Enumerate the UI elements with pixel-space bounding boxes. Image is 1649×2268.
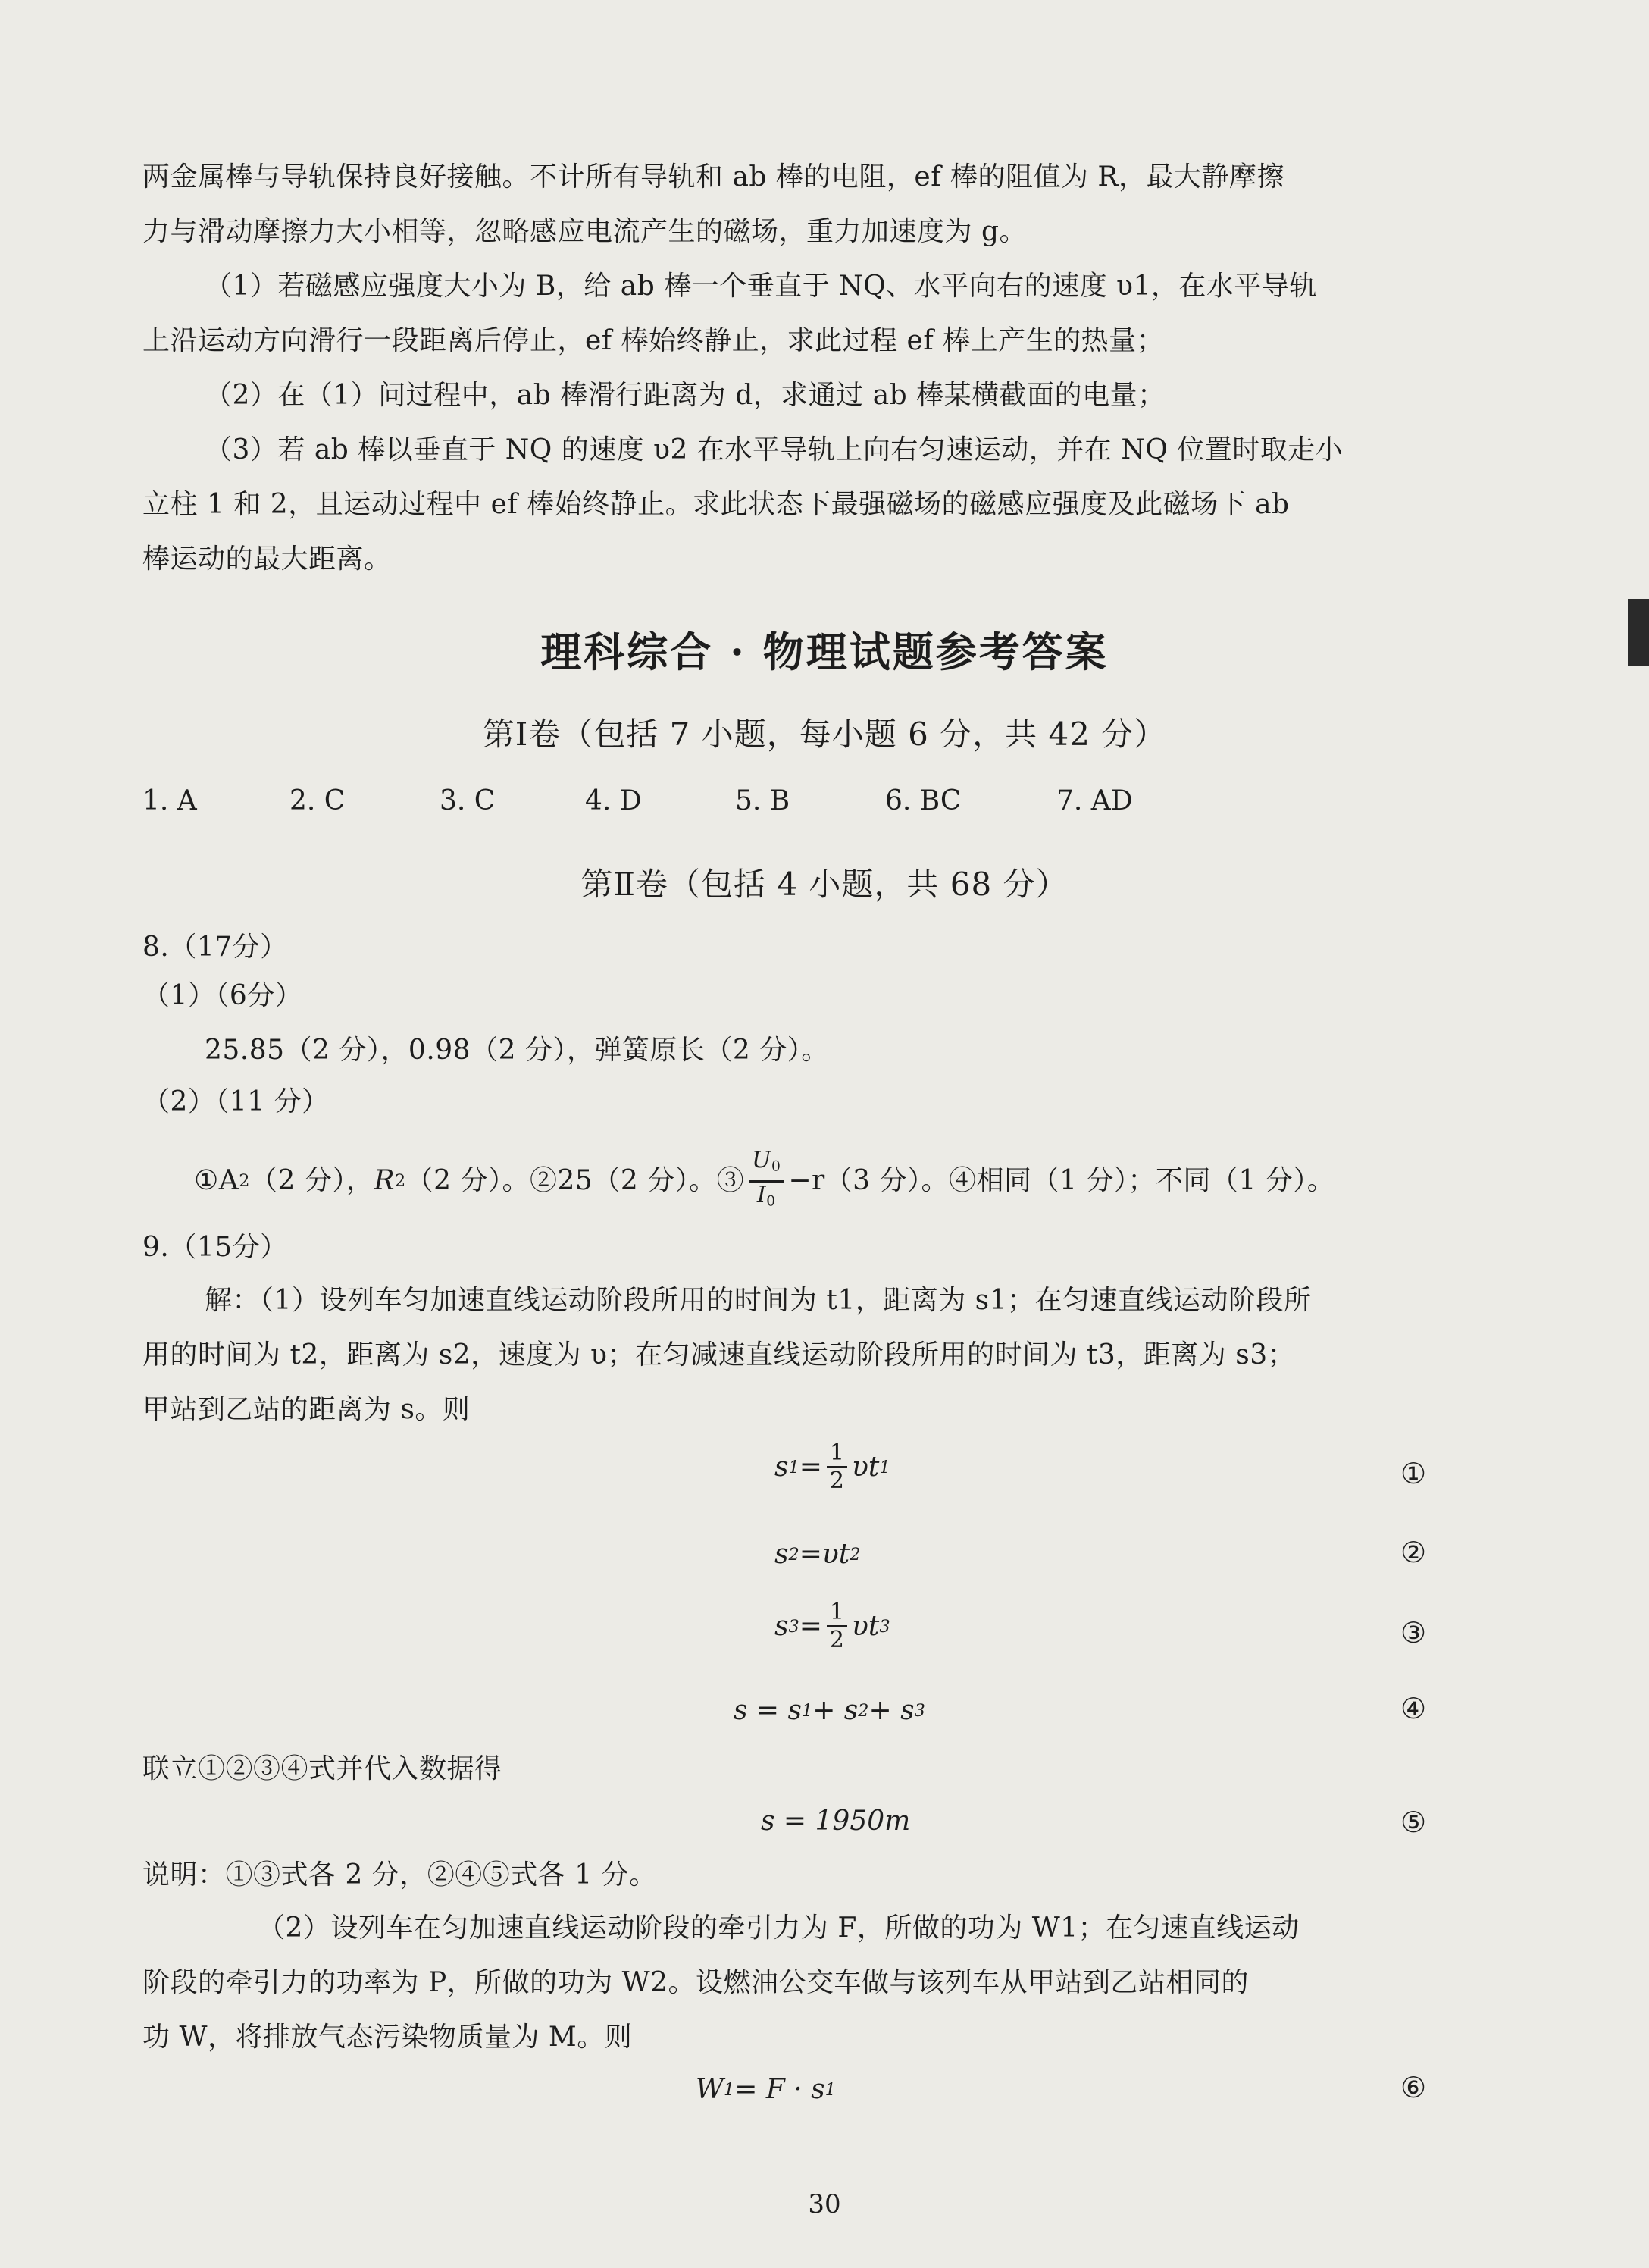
section2-heading: 第Ⅱ卷（包括 4 小题，共 68 分）	[580, 866, 1069, 903]
equation-6	[696, 2074, 836, 2105]
equation-number: ⑥	[1400, 2071, 1427, 2104]
eq-rhs: υt	[821, 1539, 850, 1570]
fraction-half	[827, 1440, 847, 1494]
q8-part1-header: （1）（6分）	[142, 980, 303, 1011]
answer-item: 2. C	[289, 785, 346, 816]
problem-line: （3）若 ab 棒以垂直于 NQ 的速度 υ2 在水平导轨上向右匀速运动，并在 NQ 位置时取走小	[205, 434, 1344, 465]
q9-part2-line: 阶段的牵引力的功率为 P，所做的功为 W2。设燃油公交车做与该列车从甲站到乙站相同的	[142, 1967, 1250, 1998]
eq-sub: 2	[850, 1544, 861, 1565]
equation-1	[774, 1440, 890, 1494]
q9-solution-line: 用的时间为 t2，距离为 s2，速度为 υ；在匀减速直线运动阶段所用的时间为 t3，距离为 s3；	[142, 1339, 1296, 1371]
q8-frac-den: I	[756, 1181, 767, 1208]
answer-item: 4. D	[585, 785, 642, 816]
frac-den: 2	[829, 1627, 844, 1653]
q9-header: 9.（15分）	[142, 1232, 288, 1263]
eq-lhs: W	[696, 2074, 724, 2105]
eq-sign: =	[799, 1539, 822, 1570]
q9-part2-line: 功 W，将排放气态污染物质量为 M。则	[142, 2022, 633, 2053]
q8-part2-line	[194, 1148, 1335, 1214]
q8-sub: 2	[239, 1171, 250, 1192]
answer-item: 7. AD	[1056, 785, 1133, 816]
answer-title: 理科综合 · 物理试题参考答案	[540, 628, 1109, 676]
eq-sub: 1	[788, 1457, 799, 1477]
q8-part1-text: 25.85（2 分），0.98（2 分），弹簧原长（2 分）。	[205, 1035, 829, 1066]
equation-number: ①	[1400, 1457, 1427, 1490]
problem-line: 棒运动的最大距离。	[142, 544, 392, 575]
problem-line: 力与滑动摩擦力大小相等，忽略感应电流产生的磁场，重力加速度为 g。	[142, 216, 1027, 247]
problem-line: （1）若磁感应强度大小为 B，给 ab 棒一个垂直于 NQ、水平向右的速度 υ1，在水平导轨	[205, 271, 1317, 302]
equation-number: ④	[1400, 1692, 1427, 1725]
eq-sign: =	[799, 1611, 822, 1642]
q8-text: R	[374, 1165, 395, 1197]
q8-text: ①A	[194, 1165, 239, 1197]
eq-sub: 2	[858, 1700, 869, 1721]
page-number: 30	[808, 2189, 841, 2219]
eq-sub: 3	[788, 1616, 799, 1637]
problem-line: （2）在（1）问过程中，ab 棒滑行距离为 d，求通过 ab 棒某横截面的电量；	[205, 380, 1166, 411]
q8-text: （2 分）。②25（2 分）。③	[405, 1165, 745, 1197]
equation-3	[774, 1599, 890, 1653]
frac-num: 1	[829, 1599, 844, 1625]
eq-sub: 2	[788, 1544, 799, 1565]
answer-item: 3. C	[440, 785, 496, 816]
equation-5	[761, 1806, 910, 1837]
eq-sub: 1	[724, 2079, 735, 2100]
eq-sub: 3	[879, 1616, 890, 1637]
eq-sub: 3	[914, 1700, 925, 1721]
eq-text: + s	[812, 1695, 859, 1726]
eq-text: + s	[868, 1695, 915, 1726]
eq-text: = F · s	[734, 2074, 825, 2105]
q8-header: 8.（17分）	[142, 932, 288, 963]
eq-text: s = 1950m	[761, 1806, 911, 1837]
q9-solution-line: 甲站到乙站的距离为 s。则	[142, 1394, 471, 1425]
eq-lhs: s	[774, 1611, 789, 1642]
q9-solution-line: 解：（1）设列车匀加速直线运动阶段所用的时间为 t1，距离为 s1；在匀速直线运动阶段所	[205, 1285, 1312, 1316]
answer-item: 1. A	[142, 785, 197, 816]
q8-sub: 0	[771, 1158, 781, 1175]
eq-sub: 1	[802, 1700, 813, 1721]
problem-line: 立柱 1 和 2，且运动过程中 ef 棒始终静止。求此状态下最强磁场的磁感应强度及此磁场下 ab	[142, 489, 1290, 520]
equation-number: ③	[1400, 1616, 1427, 1649]
q8-part2-header: （2）（11 分）	[142, 1086, 330, 1117]
eq-lhs: s	[774, 1452, 789, 1483]
frac-num: 1	[829, 1439, 844, 1466]
q8-sub: 2	[394, 1171, 406, 1192]
eq-sub: 1	[879, 1457, 890, 1477]
eq-text: s = s	[734, 1695, 802, 1726]
equation-number: ②	[1400, 1536, 1427, 1569]
q9-part2-line: （2）设列车在匀加速直线运动阶段的牵引力为 F，所做的功为 W1；在匀速直线运动	[258, 1912, 1300, 1944]
answer-item: 5. B	[735, 785, 790, 816]
section1-heading: 第Ⅰ卷（包括 7 小题，每小题 6 分，共 42 分）	[482, 716, 1167, 753]
q8-sub: 0	[766, 1193, 776, 1210]
fraction-u0-over-i0	[749, 1148, 784, 1214]
equation-2	[774, 1539, 860, 1570]
eq-rhs: υt	[851, 1452, 880, 1483]
answer-item: 6. BC	[885, 785, 962, 816]
eq-sub: 1	[824, 2079, 836, 2100]
fraction-half	[827, 1599, 847, 1653]
q8-frac-num: U	[752, 1147, 771, 1173]
frac-den: 2	[829, 1468, 844, 1494]
problem-line: 上沿运动方向滑行一段距离后停止，ef 棒始终静止，求此过程 ef 棒上产生的热量；	[142, 325, 1165, 356]
margin-tab-marker	[1628, 599, 1649, 666]
problem-line: 两金属棒与导轨保持良好接触。不计所有导轨和 ab 棒的电阻，ef 棒的阻值为 R，最大静摩擦	[142, 161, 1285, 193]
q8-text: （2 分），	[249, 1165, 374, 1197]
equation-number: ⑤	[1400, 1806, 1427, 1839]
eq-lhs: s	[774, 1539, 789, 1570]
eq-sign: =	[799, 1452, 822, 1483]
q9-note: 说明：①③式各 2 分，②④⑤式各 1 分。	[142, 1859, 657, 1891]
q9-combine: 联立①②③④式并代入数据得	[142, 1753, 502, 1784]
equation-4	[734, 1695, 925, 1726]
eq-rhs: υt	[851, 1611, 880, 1642]
q8-text: −r（3 分）。④相同（1 分）；不同（1 分）。	[788, 1165, 1335, 1197]
